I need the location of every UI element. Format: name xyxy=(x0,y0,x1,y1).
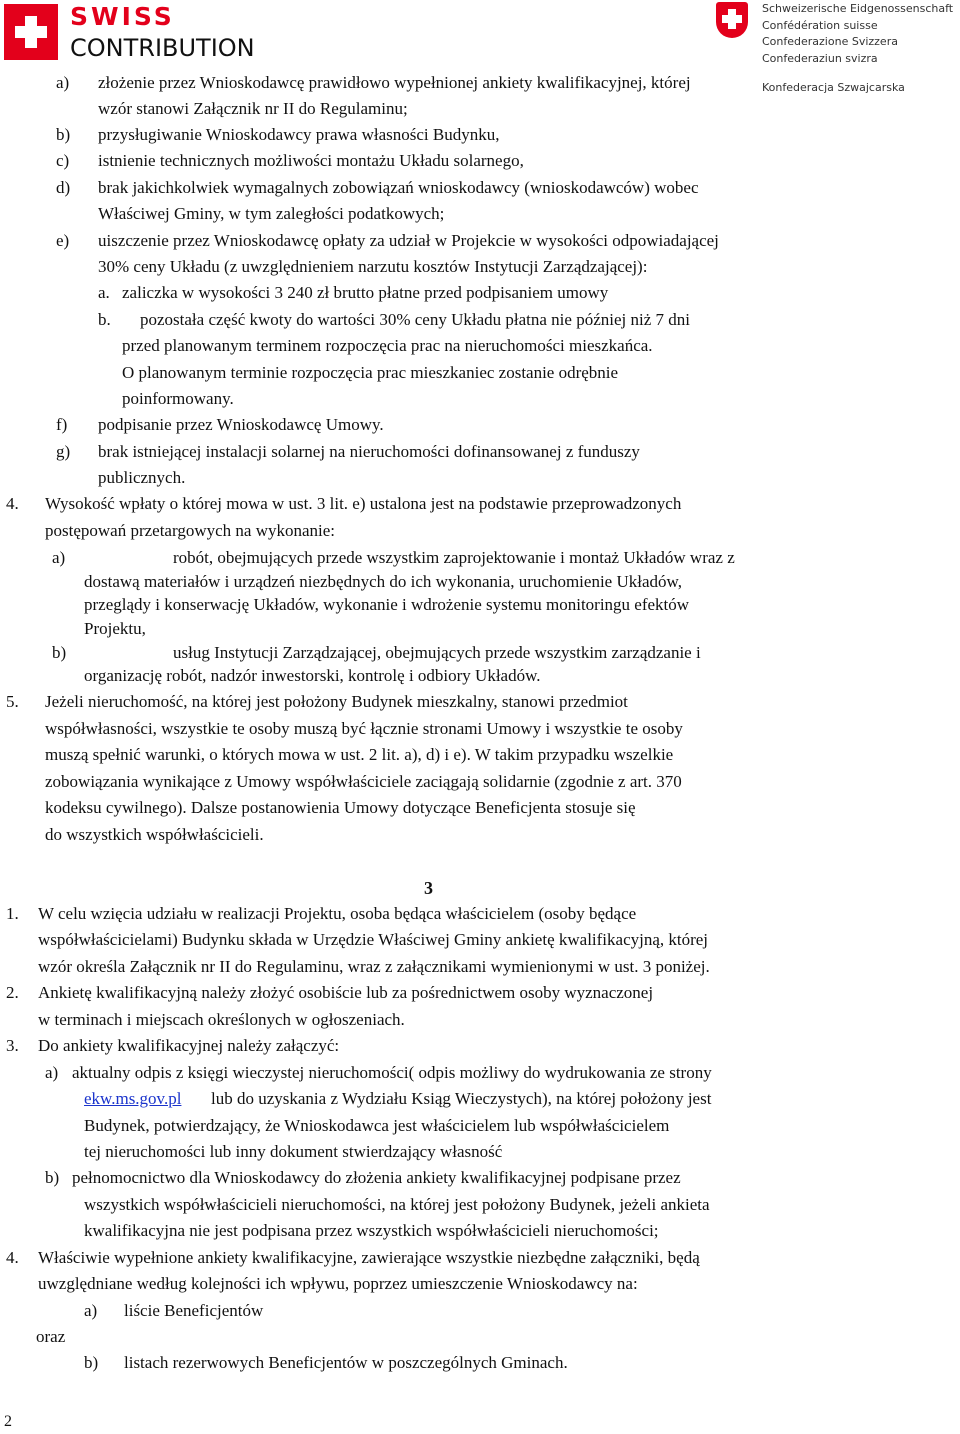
paragraph-text: uwzględniane według kolejności ich wpływu, poprzez umieszczenie Wnioskodawcy na: xyxy=(38,1274,638,1293)
list-item-text: usług Instytucji Zarządzającej, obejmujących przede wszystkim zarządzanie i xyxy=(173,643,701,662)
list-label: a. xyxy=(98,283,110,302)
list-label: b) xyxy=(52,643,67,662)
paragraph-number: 5. xyxy=(6,692,19,711)
list-item-text: poinformowany. xyxy=(122,389,234,408)
list-item-text: brak istniejącej instalacji solarnej na nieruchomości dofinansowanej z funduszy xyxy=(98,442,640,461)
logo-swiss-text: SWISS xyxy=(70,2,175,31)
list-item-text: listach rezerwowych Beneficjentów w poszczególnych Gminach. xyxy=(124,1353,568,1372)
confederation-name-de: Schweizerische Eidgenossenschaft xyxy=(762,2,954,15)
list-label: g) xyxy=(56,442,71,461)
ekw-link[interactable]: ekw.ms.gov.pl xyxy=(84,1089,182,1108)
paragraph-text: Właściwie wypełnione ankiety kwalifikacyjne, zawierające wszystkie niezbędne załączniki, będą xyxy=(38,1248,700,1267)
page-number: 2 xyxy=(4,1413,12,1430)
paragraph-text: współwłaścicielami) Budynku składa w Urzędzie Właściwej Gminy ankietę kwalifikacyjną, której xyxy=(38,930,709,949)
list-item-text: tej nieruchomości lub inny dokument stwierdzający własność xyxy=(84,1142,503,1161)
list-item-text: wzór stanowi Załącznik nr II do Regulaminu; xyxy=(98,99,408,118)
list-item-text: złożenie przez Wnioskodawcę prawidłowo wypełnionej ankiety kwalifikacyjnej, której xyxy=(98,73,691,92)
list-item-text: kwalifikacyjna nie jest podpisana przez wszystkich współwłaścicieli nieruchomości; xyxy=(84,1221,659,1240)
list-item-text: dostawą materiałów i urządzeń niezbędnych do ich wykonania, uruchomienie Układów, xyxy=(84,572,682,591)
section-heading: 3 xyxy=(424,878,433,898)
paragraph-text: kodeksu cywilnego). Dalsze postanowienia Umowy dotyczące Beneficjenta stosuje się xyxy=(45,798,636,817)
paragraph-number: 2. xyxy=(6,983,19,1002)
list-item-text: liście Beneficjentów xyxy=(124,1301,264,1320)
swiss-confederation-shield-logo xyxy=(716,2,748,38)
list-label: c) xyxy=(56,151,70,170)
paragraph-text: oraz xyxy=(36,1327,66,1346)
list-label: d) xyxy=(56,178,71,197)
list-item-text: Właściwej Gminy, w tym zaległości podatkowych; xyxy=(98,204,445,223)
paragraph-text: postępowań przetargowych na wykonanie: xyxy=(45,521,336,540)
list-label: b) xyxy=(84,1353,99,1372)
paragraph-number: 4. xyxy=(6,1248,19,1267)
list-label: a) xyxy=(45,1063,59,1082)
paragraph-number: 3. xyxy=(6,1036,19,1055)
paragraph-text: Wysokość wpłaty o której mowa w ust. 3 lit. e) ustalona jest na podstawie przeprowadzonych xyxy=(45,494,682,513)
list-item-text: zaliczka w wysokości 3 240 zł brutto płatne przed podpisaniem umowy xyxy=(122,283,609,302)
list-item-text: aktualny odpis z księgi wieczystej nieruchomości( odpis możliwy do wydrukowania ze strony xyxy=(72,1063,712,1082)
paragraph-text: współwłasności, wszystkie te osoby muszą być łącznie stronami Umowy i wszystkie te osoby xyxy=(45,719,683,738)
paragraph-text: W celu wzięcia udziału w realizacji Projektu, osoba będąca właścicielem (osoby będące xyxy=(38,904,637,923)
list-item-text: brak jakichkolwiek wymagalnych zobowiązań wnioskodawcy (wnioskodawców) wobec xyxy=(98,178,699,197)
paragraph-text: zobowiązania wynikające z Umowy współwłaściciele zaciągają solidarnie (zgodnie z art. 370 xyxy=(45,772,682,791)
list-item-text: O planowanym terminie rozpoczęcia prac mieszkaniec zostanie odrębnie xyxy=(122,363,619,382)
list-label: b) xyxy=(45,1168,60,1187)
confederation-names xyxy=(762,1,953,67)
paragraph-text: muszą spełnić warunki, o których mowa w ust. 2 lit. a), d) i e). W takim przypadku wszelkie xyxy=(45,745,674,764)
list-item-text: organizację robót, nadzór inwestorski, kontrolę i odbiory Układów. xyxy=(84,666,541,685)
list-item-text: uiszczenie przez Wnioskodawcę opłaty za udział w Projekcie w wysokości odpowiadającej xyxy=(98,231,719,250)
list-item-text: robót, obejmujących przede wszystkim zaprojektowanie i montaż Układów wraz z xyxy=(173,548,735,567)
list-label: e) xyxy=(56,231,70,250)
list-label: a) xyxy=(52,548,66,567)
paragraph-text: Ankietę kwalifikacyjną należy złożyć osobiście lub za pośrednictwem osoby wyznaczonej xyxy=(38,983,654,1002)
swiss-contribution-flag-logo xyxy=(4,4,58,60)
list-item-text: pełnomocnictwo dla Wnioskodawcy do złożenia ankiety kwalifikacyjnej podpisane przez xyxy=(72,1168,681,1187)
logo-contribution-text: CONTRIBUTION xyxy=(70,34,255,62)
list-item-text: istnienie technicznych możliwości montażu Układu solarnego, xyxy=(98,151,524,170)
list-label: a) xyxy=(84,1301,98,1320)
list-label: f) xyxy=(56,415,68,434)
paragraph-text: Jeżeli nieruchomość, na której jest położony Budynek mieszkalny, stanowi przedmiot xyxy=(45,692,628,711)
paragraph-text: wzór określa Załącznik nr II do Regulaminu, wraz z załącznikami wymienionymi w ust. 3 poniżej. xyxy=(38,957,710,976)
list-item-text: Budynek, potwierdzający, że Wnioskodawca jest właścicielem lub współwłaścicielem xyxy=(84,1116,670,1135)
list-item-text: Projektu, xyxy=(84,619,146,638)
list-item-text: wszystkich współwłaścicieli nieruchomości, na której jest położony Budynek, jeżeli ankieta xyxy=(84,1195,710,1214)
list-label: a) xyxy=(56,73,70,92)
list-item-text: 30% ceny Układu (z uwzględnieniem narzutu kosztów Instytucji Zarządzającej): xyxy=(98,257,648,276)
list-item-text: publicznych. xyxy=(98,468,186,487)
list-item-text: przysługiwanie Wnioskodawcy prawa własności Budynku, xyxy=(98,125,500,144)
list-label: b) xyxy=(56,125,71,144)
confederation-name-it: Confederazione Svizzera xyxy=(762,35,898,48)
paragraph-number: 1. xyxy=(6,904,19,923)
confederation-name-rm: Confederaziun svizra xyxy=(762,51,878,65)
list-item-text: pozostała część kwoty do wartości 30% ceny Układu płatna nie później niż 7 dni xyxy=(140,310,690,329)
paragraph-number: 4. xyxy=(6,494,19,513)
list-item-text: przeglądy i konserwację Układów, wykonanie i wdrożenie systemu monitoringu efektów xyxy=(84,595,690,614)
list-item-text: podpisanie przez Wnioskodawcę Umowy. xyxy=(98,415,384,434)
paragraph-text: do wszystkich współwłaścicieli. xyxy=(45,825,264,844)
list-item-text: lub do uzyskania z Wydziału Ksiąg Wieczystych), na której położony jest xyxy=(211,1089,712,1108)
confederation-name-pl: Konfederacja Szwajcarska xyxy=(762,81,905,94)
list-item-text: przed planowanym terminem rozpoczęcia prac na nieruchomości mieszkańca. xyxy=(122,336,653,355)
confederation-name-fr: Confédération suisse xyxy=(762,18,878,32)
paragraph-text: Do ankiety kwalifikacyjnej należy załączyć: xyxy=(38,1036,340,1055)
paragraph-text: w terminach i miejscach określonych w ogłoszeniach. xyxy=(38,1010,405,1029)
list-label: b. xyxy=(98,310,111,329)
